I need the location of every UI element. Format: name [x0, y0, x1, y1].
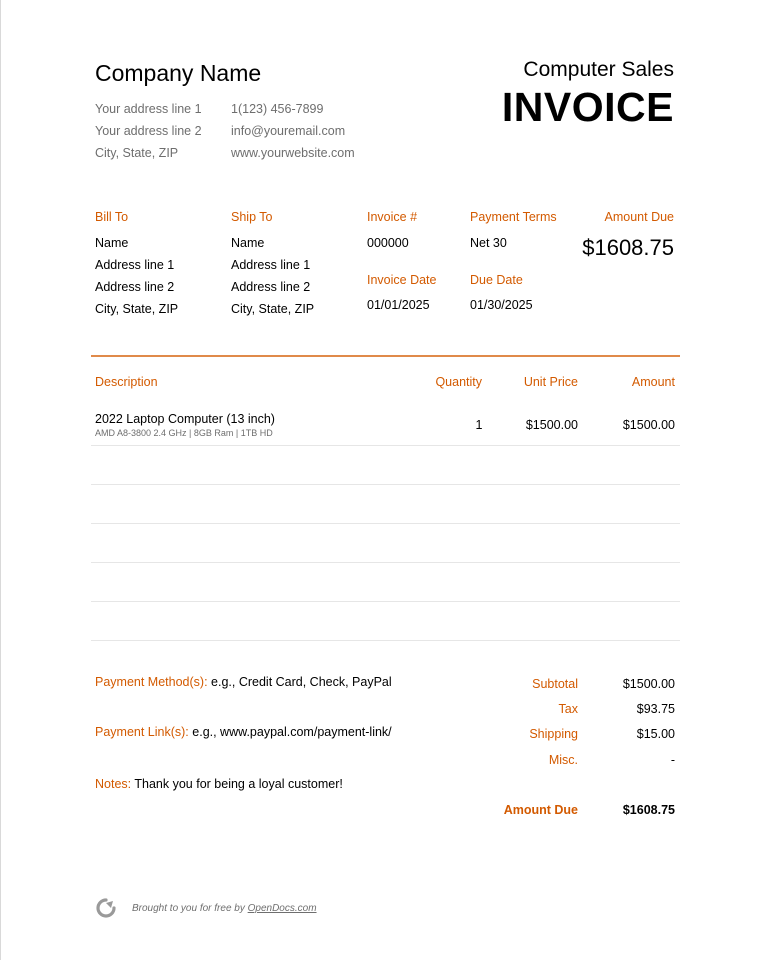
- header-divider: [91, 355, 680, 357]
- company-email: info@youremail.com: [231, 124, 346, 138]
- tax-value: $93.75: [636, 702, 675, 716]
- notes-value: Thank you for being a loyal customer!: [134, 777, 343, 791]
- invoice-title: INVOICE: [501, 84, 674, 130]
- document-type: Computer Sales: [523, 58, 674, 81]
- amount-due-header-label: Amount Due: [604, 210, 674, 224]
- row-divider: [91, 484, 680, 485]
- item-unit-price: $1500.00: [525, 418, 578, 432]
- company-website: www.yourwebsite.com: [231, 146, 355, 160]
- company-phone: 1(123) 456-7899: [231, 102, 324, 116]
- bill-to-address1: Address line 1: [95, 258, 175, 272]
- ship-to-name: Name: [231, 236, 265, 250]
- col-header-unit-price: Unit Price: [523, 375, 578, 389]
- item-description: 2022 Laptop Computer (13 inch): [95, 412, 275, 426]
- notes: [95, 777, 343, 791]
- invoice-date: 01/01/2025: [367, 298, 430, 312]
- tax-label: Tax: [558, 702, 578, 716]
- payment-link: [95, 725, 392, 739]
- payment-link-label: Payment Link(s):: [95, 725, 189, 739]
- bill-to-label: Bill To: [95, 210, 129, 224]
- shipping-label: Shipping: [529, 727, 578, 741]
- due-date-label: Due Date: [470, 273, 523, 287]
- payment-terms-label: Payment Terms: [470, 210, 557, 224]
- notes-label: Notes:: [95, 777, 132, 791]
- ship-to-address2: Address line 2: [231, 280, 311, 294]
- invoice-number: 000000: [367, 236, 409, 250]
- amount-due-header-value: $1608.75: [582, 235, 674, 260]
- col-header-description: Description: [95, 375, 158, 389]
- company-address-line1: Your address line 1: [95, 102, 202, 116]
- item-detail: AMD A8-3800 2.4 GHz | 8GB Ram | 1TB HD: [95, 428, 273, 438]
- row-divider: [91, 523, 680, 524]
- ship-to-label: Ship To: [231, 210, 273, 224]
- total-amount-due-label: Amount Due: [503, 803, 578, 817]
- bill-to-city: City, State, ZIP: [95, 302, 179, 316]
- footer-credit: [132, 903, 317, 914]
- total-amount-due-value: $1608.75: [622, 803, 675, 817]
- footer-link[interactable]: OpenDocs.com: [247, 903, 317, 914]
- payment-method: [95, 675, 392, 689]
- subtotal-label: Subtotal: [532, 677, 578, 691]
- company-city-state-zip: City, State, ZIP: [95, 146, 179, 160]
- company-name: Company Name: [95, 60, 262, 86]
- item-amount: $1500.00: [622, 418, 675, 432]
- invoice-number-label: Invoice #: [367, 210, 418, 224]
- invoice-date-label: Invoice Date: [367, 273, 437, 287]
- col-header-amount: Amount: [631, 375, 675, 389]
- ship-to-address1: Address line 1: [231, 258, 311, 272]
- misc-value: -: [670, 753, 675, 767]
- payment-method-label: Payment Method(s):: [95, 675, 208, 689]
- opendocs-logo-icon: [95, 897, 117, 919]
- subtotal-value: $1500.00: [622, 677, 675, 691]
- ship-to-city: City, State, ZIP: [231, 302, 315, 316]
- payment-link-value: e.g., www.paypal.com/payment-link/: [192, 725, 392, 739]
- payment-terms: Net 30: [470, 236, 507, 250]
- col-header-quantity: Quantity: [435, 375, 482, 389]
- payment-method-value: e.g., Credit Card, Check, PayPal: [211, 675, 392, 689]
- due-date: 01/30/2025: [470, 298, 533, 312]
- row-divider: [91, 640, 680, 641]
- row-divider: [91, 562, 680, 563]
- row-divider: [91, 445, 680, 446]
- row-divider: [91, 601, 680, 602]
- footer-text: Brought to you for free by: [132, 903, 245, 914]
- misc-label: Misc.: [548, 753, 578, 767]
- bill-to-address2: Address line 2: [95, 280, 175, 294]
- shipping-value: $15.00: [636, 727, 675, 741]
- bill-to-name: Name: [95, 236, 129, 250]
- item-quantity: 1: [475, 418, 483, 432]
- company-address-line2: Your address line 2: [95, 124, 202, 138]
